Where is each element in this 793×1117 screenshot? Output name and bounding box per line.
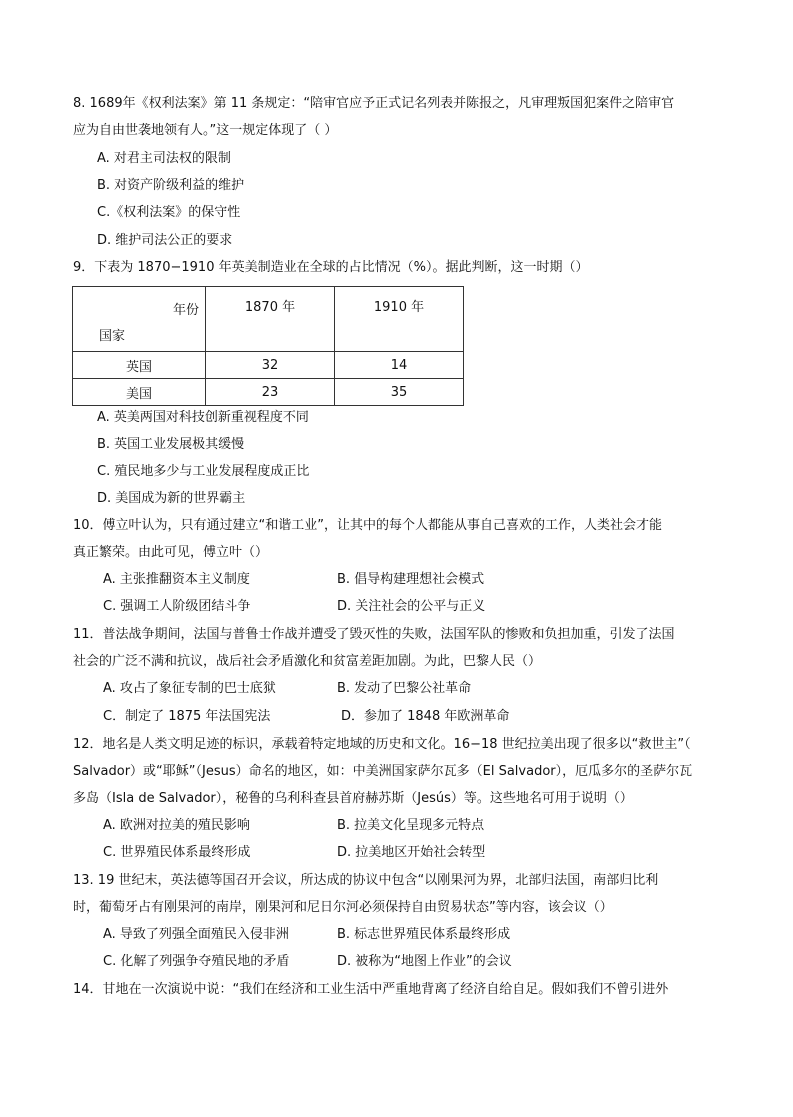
question-8-option-b: B. 对资产阶级利益的维护 [97,178,245,193]
question-10-option-b: B. 倡导构建理想社会模式 [337,572,485,587]
table-cell-value: 35 [335,379,464,406]
table-header-1870: 1870 年 [206,287,335,352]
question-10-option-a: A. 主张推翻资本主义制度 [103,572,250,587]
question-8-stem-line-2: 应为自由世袭地领有人。”这一规定体现了（ ） [73,123,338,138]
table-corner-year-label: 年份 [172,303,199,318]
question-14-stem-line-1: 14．甘地在一次演说中说：“我们在经济和工业生活中严重地背离了经济自给自足。假如我们不曾引进外 [73,982,669,997]
question-8-option-c: C.《权利法案》的保守性 [97,205,241,220]
question-8-stem-line-1: 8. 1689年《权利法案》第 11 条规定：“陪审官应予正式记名列表并陈报之，凡审理叛国犯案件之陪审官 [73,96,675,111]
table-cell-country: 英国 [73,352,206,379]
question-13-stem-line-1: 13. 19 世纪末，英法德等国召开会议，所达成的协议中包含“以刚果河为界，北部归法国，南部归比利 [73,873,659,888]
question-12-stem-line-3: 多岛（Isla de Salvador），秘鲁的乌利科查县首府赫苏斯（Jesús）等。这些地名可用于说明（） [73,791,633,806]
question-12-option-b: B. 拉美文化呈现多元特点 [337,818,485,833]
question-10-option-d: D. 关注社会的公平与正义 [337,599,486,614]
table-cell-country: 美国 [73,379,206,406]
question-13-option-a: A. 导致了列强全面殖民入侵非洲 [103,927,289,942]
table-corner-cell [73,287,206,352]
question-9-option-a: A. 英美两国对科技创新重视程度不同 [97,410,309,425]
question-11-option-c: C．制定了 1875 年法国宪法 [103,709,271,724]
question-13-option-d: D. 被称为“地图上作业”的会议 [337,954,512,969]
table-cell-value: 14 [335,352,464,379]
question-12-stem-line-1: 12．地名是人类文明足迹的标识，承载着特定地域的历史和文化。16−18 世纪拉美出现了很多以“救世主”（ [73,737,691,752]
question-12-stem-line-2: Salvador）或“耶稣”（Jesus）命名的地区，如：中美洲国家萨尔瓦多（El Salvador），厄瓜多尔的圣萨尔瓦 [73,764,693,779]
question-10-stem-line-1: 10．傅立叶认为，只有通过建立“和谐工业”，让其中的每个人都能从事自己喜欢的工作，人类社会才能 [73,518,663,533]
question-12-option-d: D. 拉美地区开始社会转型 [337,845,486,860]
question-9-option-c: C. 殖民地多少与工业发展程度成正比 [97,464,310,479]
table-cell-value: 23 [206,379,335,406]
question-13-option-b: B. 标志世界殖民体系最终形成 [337,927,511,942]
question-9-option-d: D. 美国成为新的世界霸主 [97,491,246,506]
question-12-option-a: A. 欧洲对拉美的殖民影响 [103,818,250,833]
question-8-option-a: A. 对君主司法权的限制 [97,151,231,166]
question-9-stem-line-1: 9．下表为 1870−1910 年英美制造业在全球的占比情况（%）。据此判断，这一时期（） [73,260,589,275]
question-11-stem-line-2: 社会的广泛不满和抗议，战后社会矛盾激化和贫富差距加剧。为此，巴黎人民（） [73,654,542,669]
question-9-option-b: B. 英国工业发展极其缓慢 [97,437,245,452]
question-11-option-a: A. 攻占了象征专制的巴士底狱 [103,681,276,696]
table-row-usa [73,379,464,406]
question-10-stem-line-2: 真正繁荣。由此可见，傅立叶（） [73,545,269,560]
table-corner-country-label: 国家 [99,329,126,344]
table-cell-value: 32 [206,352,335,379]
question-10-option-c: C. 强调工人阶级团结斗争 [103,599,251,614]
manufacturing-share-table [72,286,464,406]
question-8-option-d: D. 维护司法公正的要求 [97,233,233,248]
question-12-option-c: C. 世界殖民体系最终形成 [103,845,251,860]
table-header-1910: 1910 年 [335,287,464,352]
question-13-option-c: C. 化解了列强争夺殖民地的矛盾 [103,954,290,969]
question-13-stem-line-2: 时，葡萄牙占有刚果河的南岸，刚果河和尼日尔河必须保持自由贸易状态”等内容，该会议（） [73,900,613,915]
table-row-britain [73,352,464,379]
question-11-option-d: D．参加了 1848 年欧洲革命 [341,709,510,724]
question-11-stem-line-1: 11．普法战争期间，法国与普鲁士作战并遭受了毁灭性的失败，法国军队的惨败和负担加重，引发了法国 [73,627,675,642]
question-11-option-b: B. 发动了巴黎公社革命 [337,681,472,696]
